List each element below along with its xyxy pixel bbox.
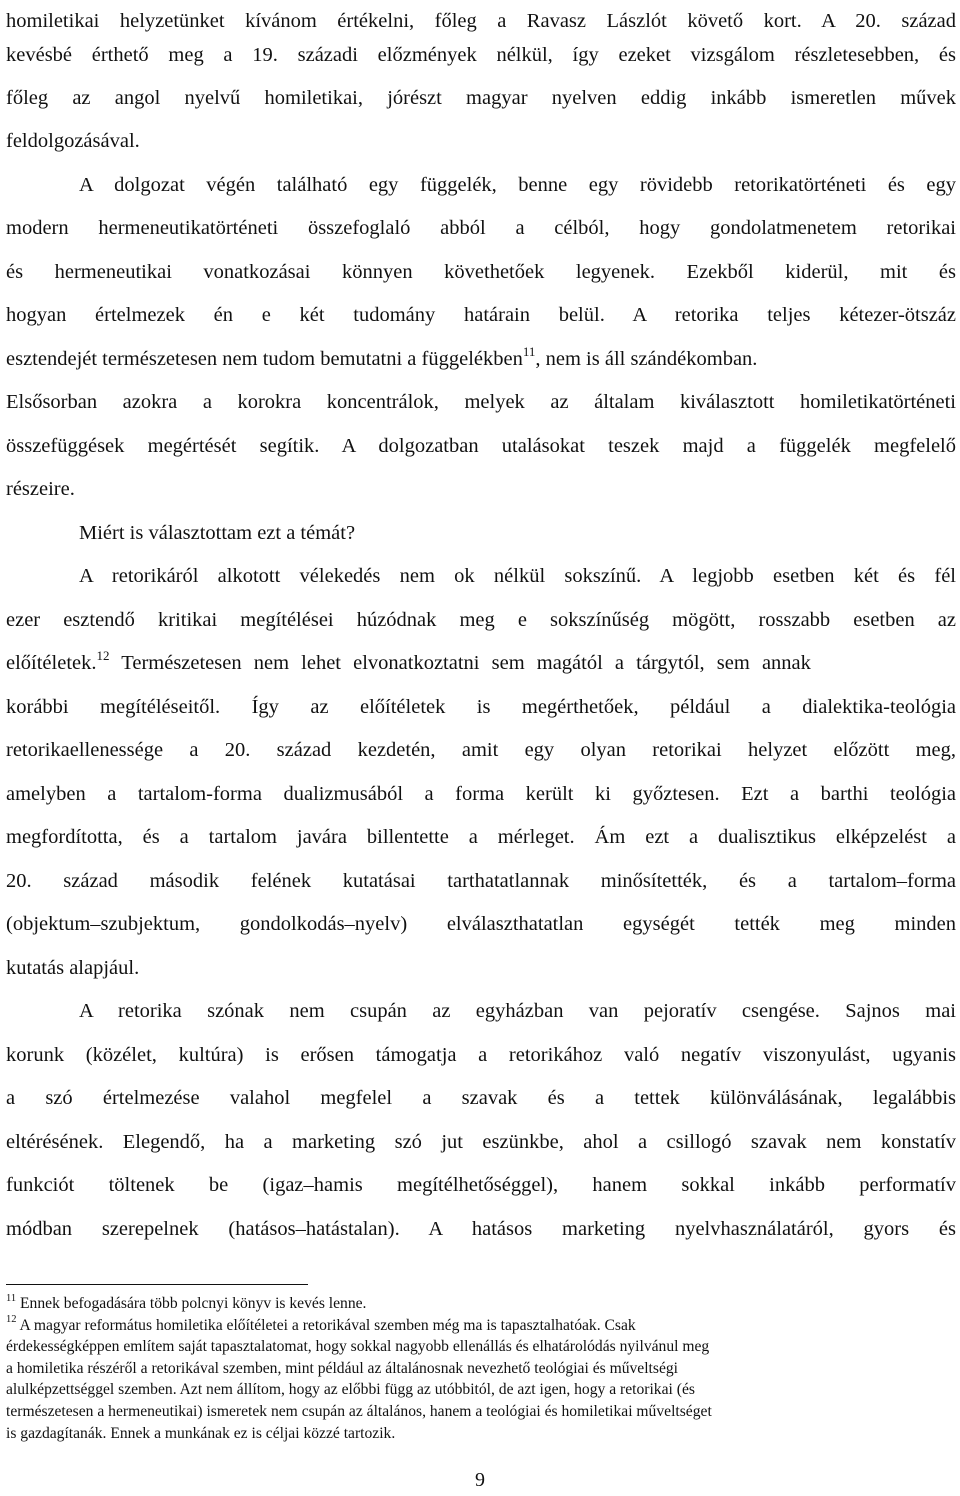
text-line: főleg az angol nyelvű homiletikai, jórészt magyar nyelven eddig inkább ismeretlen művek [6,87,956,109]
text-line-with-footnote [6,338,956,382]
text-line: homiletikai helyzetünket kívánom értékelni, főleg a Ravasz Lászlót követő kort. A 20. század [6,10,956,32]
footnote-ref-12[interactable]: 12 [96,648,110,664]
section-question: Miért is választottam ezt a témát? [79,522,356,544]
footnote-12-line: érdekességképpen említem saját tapasztalatomat, hogy sokkal nagyobb ellenállás és elhatárolódás nyilvánul meg [6,1338,710,1356]
text-line: modern hermeneutikatörténeti összefoglaló abból a célból, hogy gondolatmenetem retorikai [6,217,956,239]
text-fragment: , nem is áll szándékomban. [535,348,758,370]
footnotes [6,1293,956,1444]
text-line: retorikaellenessége a 20. század kezdetén, amit egy olyan retorikai helyzet előzött meg, [6,739,956,761]
footnote-ref-11[interactable]: 11 [522,344,536,360]
text-line: Elsősorban azokra a korokra koncentrálok, melyek az általam kiválasztott homiletikatörténeti [6,391,956,413]
page-number: 9 [475,1469,485,1491]
text-fragment: előítéletek. [6,652,97,674]
text-line: A dolgozat végén található egy függelék, benne egy rövidebb retorikatörténeti és egy [79,174,956,196]
footnote-11 [6,1293,956,1315]
footnote-12 [6,1315,956,1337]
text-line: ezer esztendő kritikai megítélései húzódnak meg e sokszínűség mögött, rosszabb esetben az [6,609,956,631]
text-line: (objektum–szubjektum, gondolkodás–nyelv) elválaszthatatlan egységét tették meg minden [6,913,956,935]
text-line: és hermeneutikai vonatkozásai könnyen követhetőek legyenek. Ezekből kiderül, mit és [6,261,956,283]
footnote-12-line: természetesen a hermeneutikai) ismeretek nem csupán az általános, hanem a teológiai és homiletikai műveltséget [6,1402,712,1420]
footnote-text: Ennek befogadására több polcnyi könyv is kevés lenne. [20,1295,367,1312]
text-line: 20. század második felének kutatásai tarthatatlannak minősítették, és a tartalom–forma [6,870,956,892]
text-line: funkciót töltenek be (igaz–hamis megítélhetőséggel), hanem sokkal inkább performatív [6,1174,956,1196]
footnote-12-line: alulképzettséggel szemben. Azt nem állítom, hogy az előbbi függ az utóbbitól, de azt igen, hogy a retorikai (és [6,1381,695,1399]
footnote-text: A magyar református homiletika előítéletei a retorikával szemben még ma is tapasztalhatóak. Csak [19,1316,636,1334]
text-line: feldolgozásával. [6,130,140,152]
text-line: A retorikáról alkotott vélekedés nem ok nélkül sokszínű. A legjobb esetben két és fél [79,565,956,587]
footnote-12-line: a homiletika részéről a retorikával szemben, mint például az általánosnak nevezhető teológiai és műveltségi [6,1359,679,1377]
text-line: részeire. [6,478,75,500]
text-line: kutatás alapjául. [6,957,140,979]
text-line: korunk (közélet, kultúra) is erősen támogatja a retorikához való negatív viszonyulást, ugyanis [6,1044,956,1066]
footnote-12-line: is gazdagítanák. Ennek a munkának ez is céljai közzé tartozik. [6,1424,396,1442]
text-line: kevésbé érthető meg a 19. századi előzmények nélkül, így ezeket vizsgálom részletesebben, és [6,44,956,66]
text-line: módban szerepelnek (hatásos–hatástalan). A hatásos marketing nyelvhasználatáról, gyors és [6,1218,956,1240]
text-line: korábbi megítéléseitől. Így az előítéletek is megérthetőek, például a dialektika-teológia [6,696,956,718]
text-line: eltérésének. Elegendő, ha a marketing szó jut eszünkbe, ahol a csillogó szavak nem konstatív [6,1131,956,1153]
footnote-number: 11 [6,1292,17,1304]
text-line: amelyben a tartalom-forma dualizmusából a forma került ki győztesen. Ezt a barthi teológia [6,783,956,805]
text-fragment: Természetesen nem lehet elvonatkoztatni sem magától a tárgytól, sem annak [109,652,811,674]
text-line-with-footnote [6,642,956,686]
text-line: megfordította, és a tartalom javára billentette a mérleget. Ám ezt a dualisztikus elképzelést a [6,826,956,848]
text-fragment: esztendejét természetesen nem tudom bemutatni a függelékben [6,348,523,370]
text-line: hogyan értelmezek én e két tudomány határain belül. A retorika teljes kétezer-ötszáz [6,304,956,326]
footnote-number: 12 [6,1314,17,1326]
text-line: összefüggések megértését segítik. A dolgozatban utalásokat teszek majd a függelék megfelelő [6,435,956,457]
footnote-separator [6,1284,308,1285]
text-line: A retorika szónak nem csupán az egyházban van pejoratív csengése. Sajnos mai [79,1000,956,1022]
text-line: a szó értelmezése valahol megfelel a szavak és a tettek különválásának, legalábbis [6,1087,956,1109]
